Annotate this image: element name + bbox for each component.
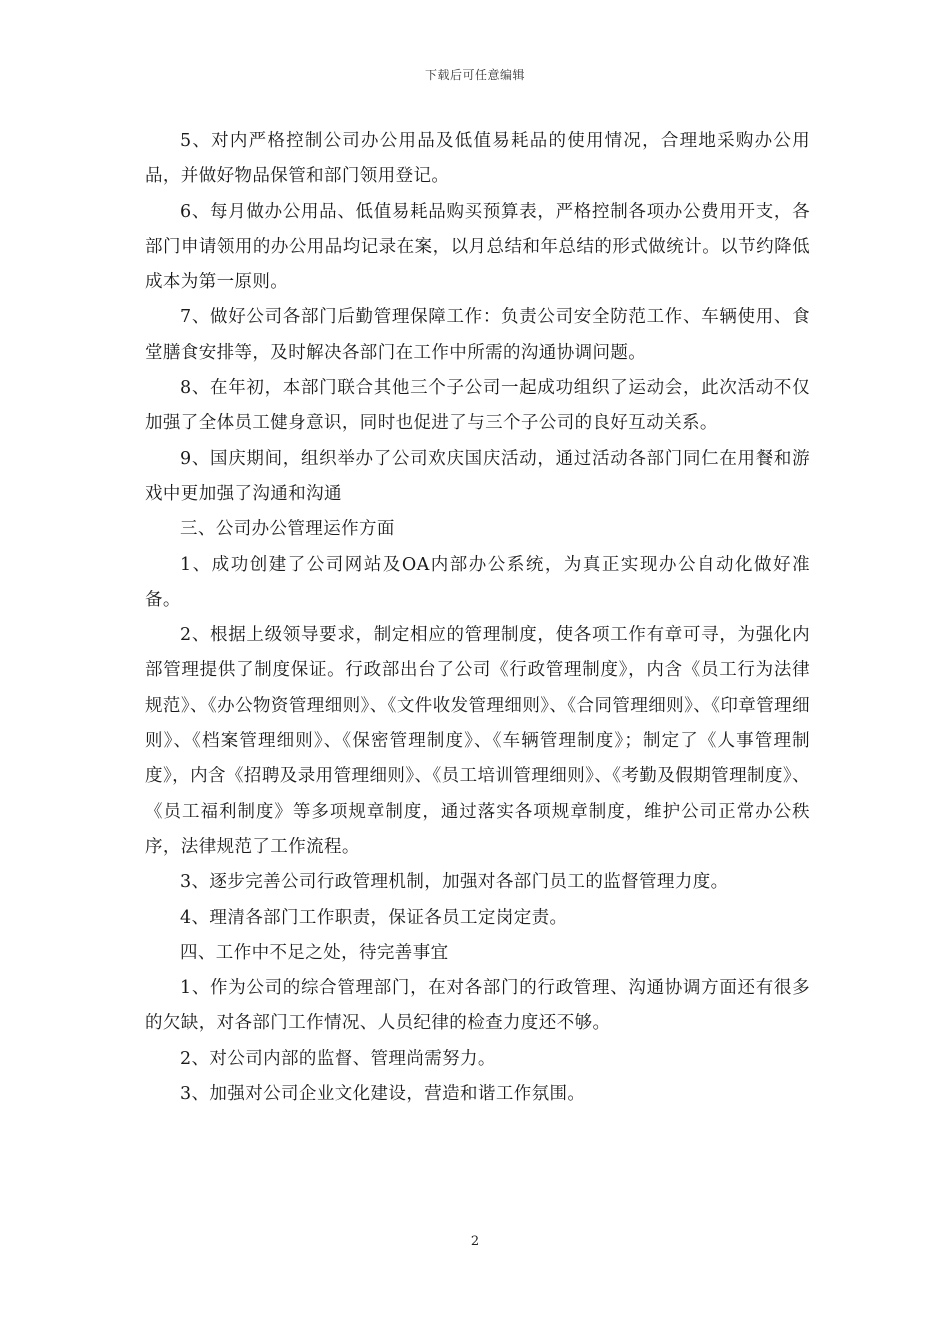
list-item-logistics-support: 7、做好公司各部门后勤管理保障工作：负责公司安全防范工作、车辆使用、食堂膳食安排等，及时解决各部门在工作中所需的沟通协调问题。 <box>145 307 810 363</box>
page-header-note: 下载后可任意编辑 <box>424 68 525 82</box>
list-item-management-rules: 2、根据上级领导要求，制定相应的管理制度，使各项工作有章可寻，为强化内部管理提供了制度保证。行政部出台了公司《行政管理制度》，内含《员工行为法律规范》、《办公物资管理细则》、《文件收发管理细则》、《合同管理细则》、《印章管理细则》、《档案管理细则》、《保密管理制度》、《车辆管理制度》；制定了《人事管理制度》，内含《招聘及录用管理细则》、《员工培训管理细则》、《考勤及假期管理制度》、《员工福利制度》等多项规章制度，通过落实各项规章制度，维护公司正常办公秩序，法律规范了工作流程。 <box>145 625 810 857</box>
page-number: 2 <box>470 1234 480 1249</box>
list-item-coordination-gaps: 1、作为公司的综合管理部门，在对各部门的行政管理、沟通协调方面还有很多的欠缺，对各部门工作情况、人员纪律的检查力度还不够。 <box>145 978 810 1034</box>
section-heading-office-management: 三、公司办公管理运作方面 <box>180 519 395 540</box>
list-item-website-oa: 1、成功创建了公司网站及OA内部办公系统，为真正实现办公自动化做好准备。 <box>145 554 810 610</box>
section-heading-shortcomings: 四、工作中不足之处，待完善事宜 <box>180 942 449 963</box>
list-item-national-day: 9、国庆期间，组织举办了公司欢庆国庆活动，通过活动各部门同仁在用餐和游戏中更加强了沟通和沟通 <box>145 448 810 504</box>
list-item-office-supplies-control: 5、对内严格控制公司办公用品及低值易耗品的使用情况，合理地采购办公用品，并做好物品保管和部门领用登记。 <box>145 131 810 187</box>
document-body <box>145 124 810 1112</box>
list-item-budget-plan: 6、每月做办公用品、低值易耗品购买预算表，严格控制各项办公费用开支，各部门申请领用的办公用品均记录在案，以月总结和年总结的形式做统计。以节约降低成本为第一原则。 <box>145 201 810 293</box>
list-item-sports-meet: 8、在年初，本部门联合其他三个子公司一起成功组织了运动会，此次活动不仅加强了全体员工健身意识，同时也促进了与三个子公司的良好互动关系。 <box>145 378 810 434</box>
list-item-corporate-culture: 3、加强对公司企业文化建设，营造和谐工作氛围。 <box>180 1084 586 1105</box>
list-item-admin-mechanism: 3、逐步完善公司行政管理机制，加强对各部门员工的监督管理力度。 <box>180 872 729 893</box>
list-item-supervision: 2、对公司内部的监督、管理尚需努力。 <box>180 1048 496 1069</box>
list-item-job-duties: 4、理清各部门工作职责，保证各员工定岗定责。 <box>180 907 568 928</box>
